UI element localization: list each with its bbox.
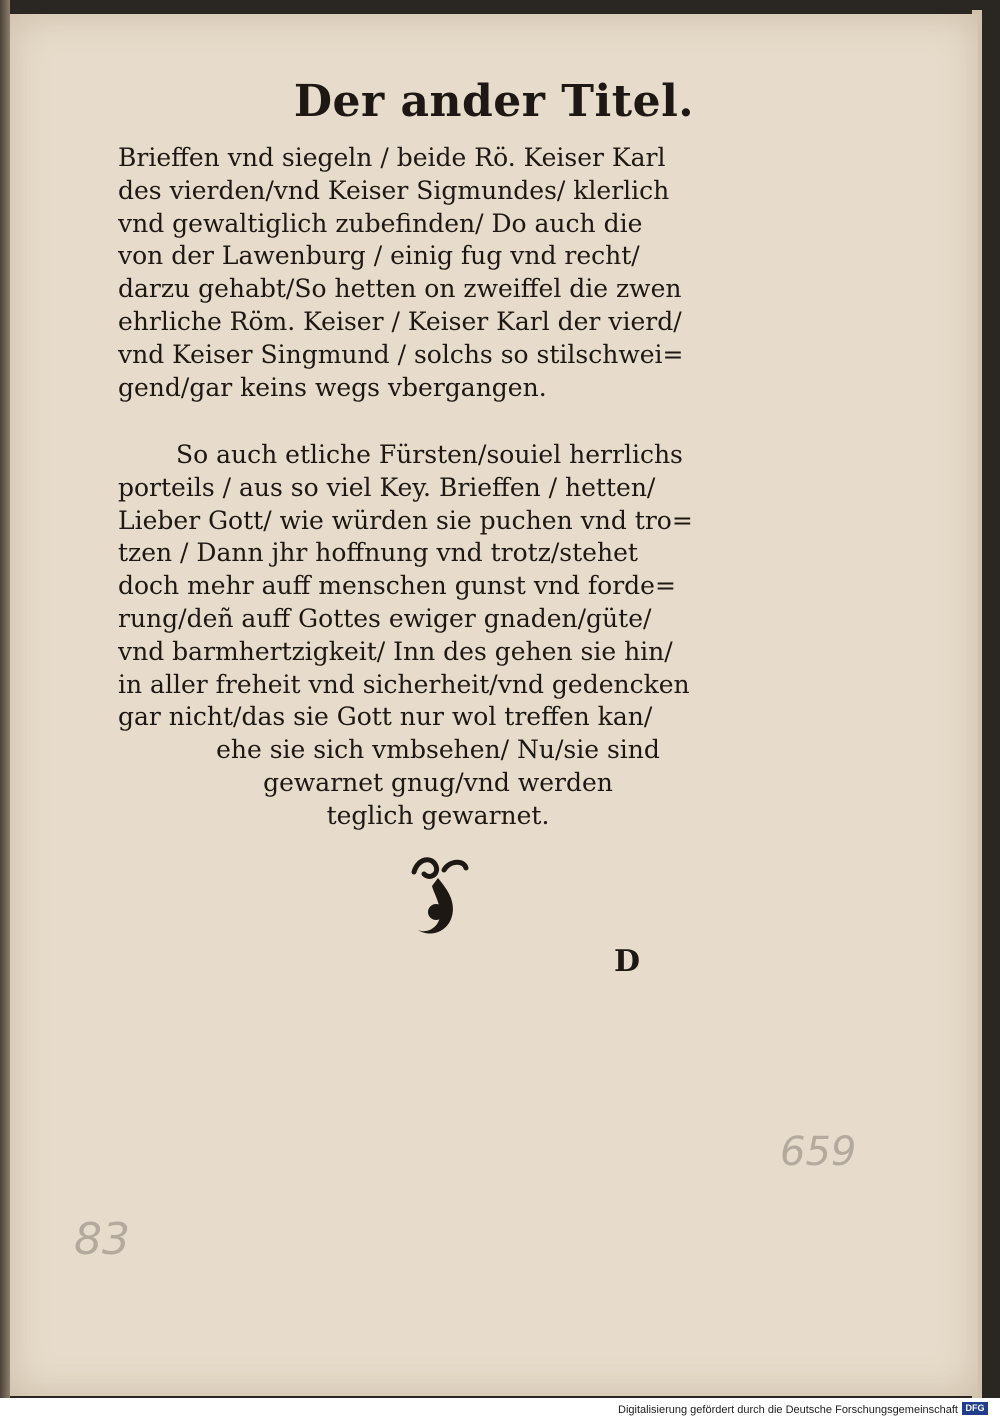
- book-page: [10, 14, 978, 1396]
- text-line: darzu gehabt/So hetten on zweiffel die zwen: [118, 274, 682, 304]
- text-line: vnd barmhertzigkeit/ Inn des gehen sie hin/: [118, 636, 673, 666]
- text-line: von der Lawenburg / einig fug vnd recht/: [118, 241, 640, 271]
- text-line: Lieber Gott/ wie würden sie puchen vnd tro=: [118, 505, 693, 535]
- paragraph-2: [118, 439, 758, 833]
- text-line: gewarnet gnug/vnd werden: [263, 767, 613, 797]
- dfg-logo: DFG: [962, 1402, 988, 1415]
- footer-credit: Digitalisierung gefördert durch die Deutsche Forschungsgemeinschaft: [618, 1404, 958, 1416]
- text-line: teglich gewarnet.: [326, 800, 550, 830]
- text-line: ehrliche Röm. Keiser / Keiser Karl der vierd/: [118, 306, 682, 336]
- text-line: des vierden/vnd Keiser Sigmundes/ klerlich: [118, 175, 670, 205]
- text-line: doch mehr auff menschen gunst vnd forde=: [118, 571, 676, 601]
- text-line: rung/deñ auff Gottes ewiger gnaden/güte/: [118, 603, 652, 633]
- text-line: tzen / Dann jhr hoffnung vnd trotz/stehet: [118, 538, 638, 568]
- text-line: vnd Keiser Singmund / solchs so stilschwei=: [118, 339, 684, 369]
- text-line: in aller freheit vnd sicherheit/vnd gedencken: [118, 669, 690, 699]
- text-line: ehe sie sich vmbsehen/ Nu/sie sind: [216, 735, 660, 765]
- signature-mark: D: [614, 944, 641, 979]
- pencil-annotation: 83: [74, 1214, 130, 1265]
- fleuron-ornament-icon: [406, 854, 476, 944]
- page-title: Der ander Titel.: [293, 76, 695, 127]
- text-line: vnd gewaltiglich zubefinden/ Do auch die: [118, 208, 643, 238]
- text-line: porteils / aus so viel Key. Brieffen / hetten/: [118, 472, 656, 502]
- text-line: gar nicht/das sie Gott nur wol treffen kan/: [118, 702, 653, 732]
- pencil-folio-number: 659: [780, 1129, 857, 1175]
- paragraph-1: [118, 142, 758, 404]
- binding-edge: [0, 0, 10, 1398]
- footer-bar: [0, 1398, 1000, 1420]
- text-line: So auch etliche Fürsten/souiel herrlichs: [176, 440, 683, 469]
- text-line: Brieffen vnd siegeln / beide Rö. Keiser Karl: [118, 143, 666, 172]
- text-line: gend/gar keins wegs vbergangen.: [118, 372, 547, 402]
